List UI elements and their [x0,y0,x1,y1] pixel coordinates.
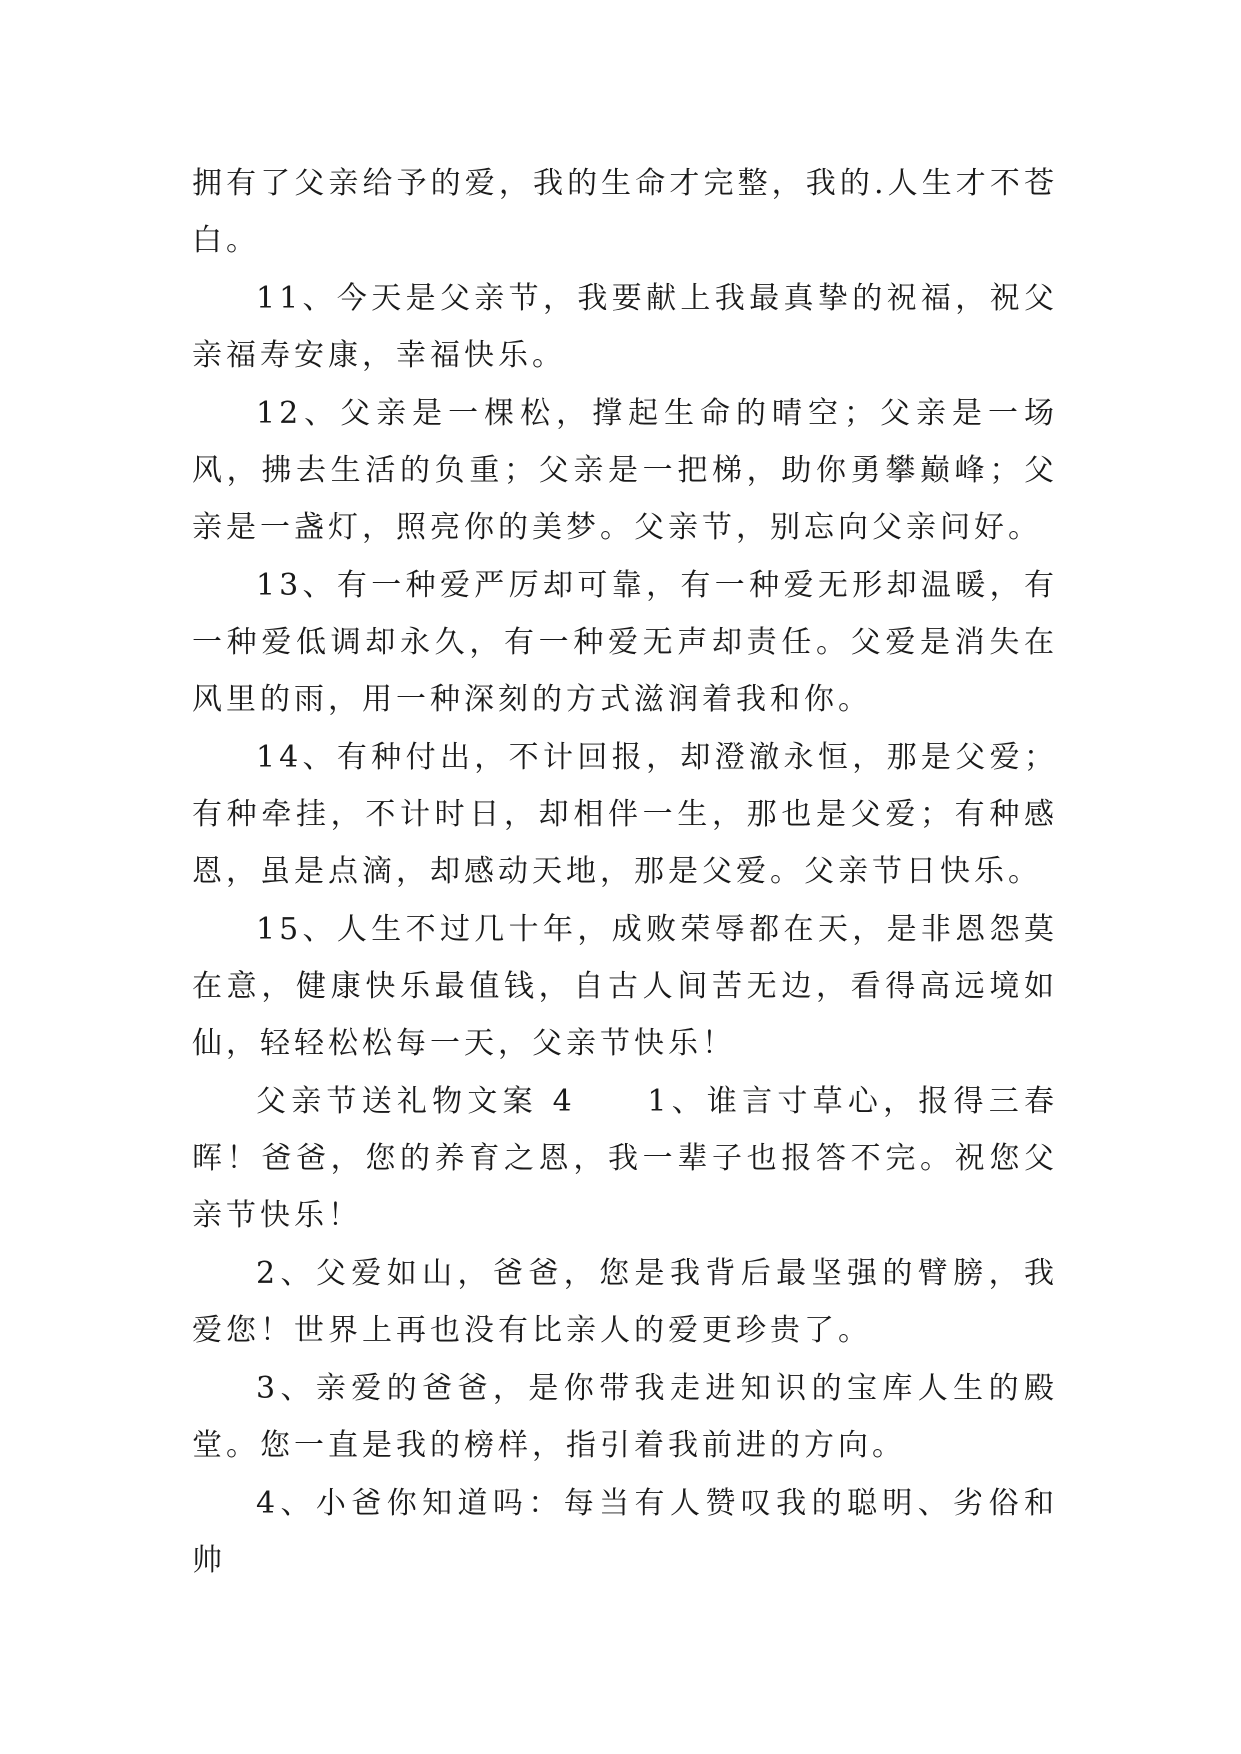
paragraph-1: 拥有了父亲给予的爱，我的生命才完整，我的.人生才不苍白。 [192,166,1058,258]
paragraph-9: 3、亲爱的爸爸，是你带我走进知识的宝库人生的殿堂。您一直是我的榜样，指引着我前进的方向。 [192,1371,1058,1463]
document-body [192,155,1058,1589]
paragraph-4: 13、有一种爱严厉却可靠，有一种爱无形却温暖，有一种爱低调却永久，有一种爱无声却责任。父爱是消失在风里的雨，用一种深刻的方式滋润着我和你。 [192,568,1058,717]
paragraph-2: 11、今天是父亲节，我要献上我最真挚的祝福，祝父亲福寿安康，幸福快乐。 [192,281,1058,373]
paragraph-7: 父亲节送礼物文案 4 1、谁言寸草心，报得三春晖！爸爸，您的养育之恩，我一辈子也报答不完。祝您父亲节快乐！ [192,1084,1058,1233]
paragraph-3: 12、父亲是一棵松，撑起生命的晴空；父亲是一场风，拂去生活的负重；父亲是一把梯，助你勇攀巅峰；父亲是一盏灯，照亮你的美梦。父亲节，别忘向父亲问好。 [192,396,1058,545]
paragraph-5: 14、有种付出，不计回报，却澄澈永恒，那是父爱；有种牵挂，不计时日，却相伴一生，那也是父爱；有种感恩，虽是点滴，却感动天地，那是父爱。父亲节日快乐。 [192,740,1058,889]
paragraph-6: 15、人生不过几十年，成败荣辱都在天，是非恩怨莫在意，健康快乐最值钱，自古人间苦无边，看得高远境如仙，轻轻松松每一天，父亲节快乐！ [192,912,1058,1061]
paragraph-10: 4、小爸你知道吗：每当有人赞叹我的聪明、劣俗和帅 [192,1486,1058,1578]
paragraph-8: 2、父爱如山，爸爸，您是我背后最坚强的臂膀，我爱您！世界上再也没有比亲人的爱更珍贵了。 [192,1256,1058,1348]
